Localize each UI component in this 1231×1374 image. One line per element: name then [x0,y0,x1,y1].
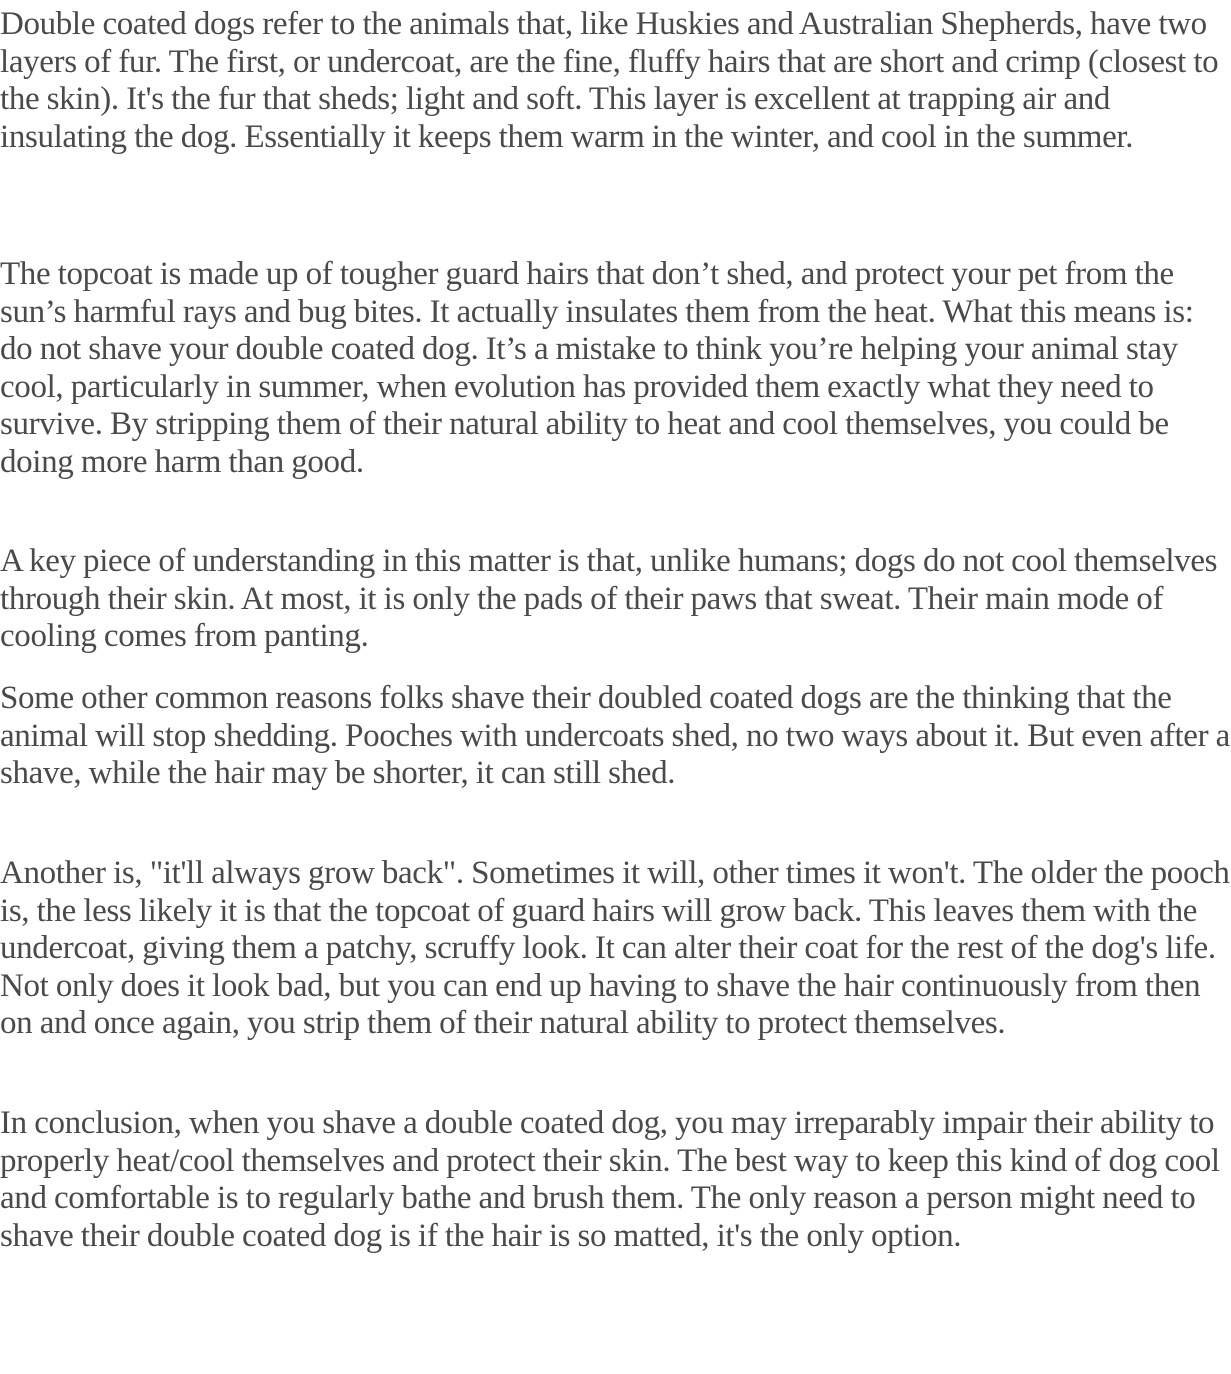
paragraph-cooling: A key piece of understanding in this matter is that, unlike humans; dogs do not cool themselves through their skin. At most, it is only the pads of their paws that sweat. Their main mode of cooling comes from panting. [0,543,1218,655]
paragraph-double-coated-intro: Double coated dogs refer to the animals that, like Huskies and Australian Shepherds, have two layers of fur. The first, or undercoat, are the fine, fluffy hairs that are short and crimp (closest to the skin). It's the fur that sheds; light and soft. This layer is excellent at trapping air and insulating the dog. Essentially it keeps them warm in the winter, and cool in the summer. [0,6,1219,155]
paragraph-shedding: Some other common reasons folks shave their doubled coated dogs are the thinking that the animal will stop shedding. Pooches with undercoats shed, no two ways about it. But even after a shave, while the hair may be shorter, it can still shed. [0,680,1230,792]
paragraph-grow-back: Another is, "it'll always grow back". Sometimes it will, other times it won't. The older the pooch is, the less likely it is that the topcoat of guard hairs will grow back. This leaves them with the undercoat, giving them a patchy, scruffy look. It can alter their coat for the rest of the dog's life. Not only does it look bad, but you can end up having to shave the hair continuously from then on and once again, you strip them of their natural ability to protect themselves. [0,855,1230,1042]
paragraph-topcoat: The topcoat is made up of tougher guard hairs that don’t shed, and protect your pet from the sun’s harmful rays and bug bites. It actually insulates them from the heat. What this means is: do not shave your double coated dog. It’s a mistake to think you’re helping your animal stay cool, particularly in summer, when evolution has provided them exactly what they need to survive. By stripping them of their natural ability to heat and cool themselves, you could be doing more harm than good. [0,256,1194,480]
paragraph-conclusion: In conclusion, when you shave a double coated dog, you may irreparably impair their ability to properly heat/cool themselves and protect their skin. The best way to keep this kind of dog cool and comfortable is to regularly bathe and brush them. The only reason a person might need to shave their double coated dog is if the hair is so matted, it's the only option. [0,1105,1220,1254]
